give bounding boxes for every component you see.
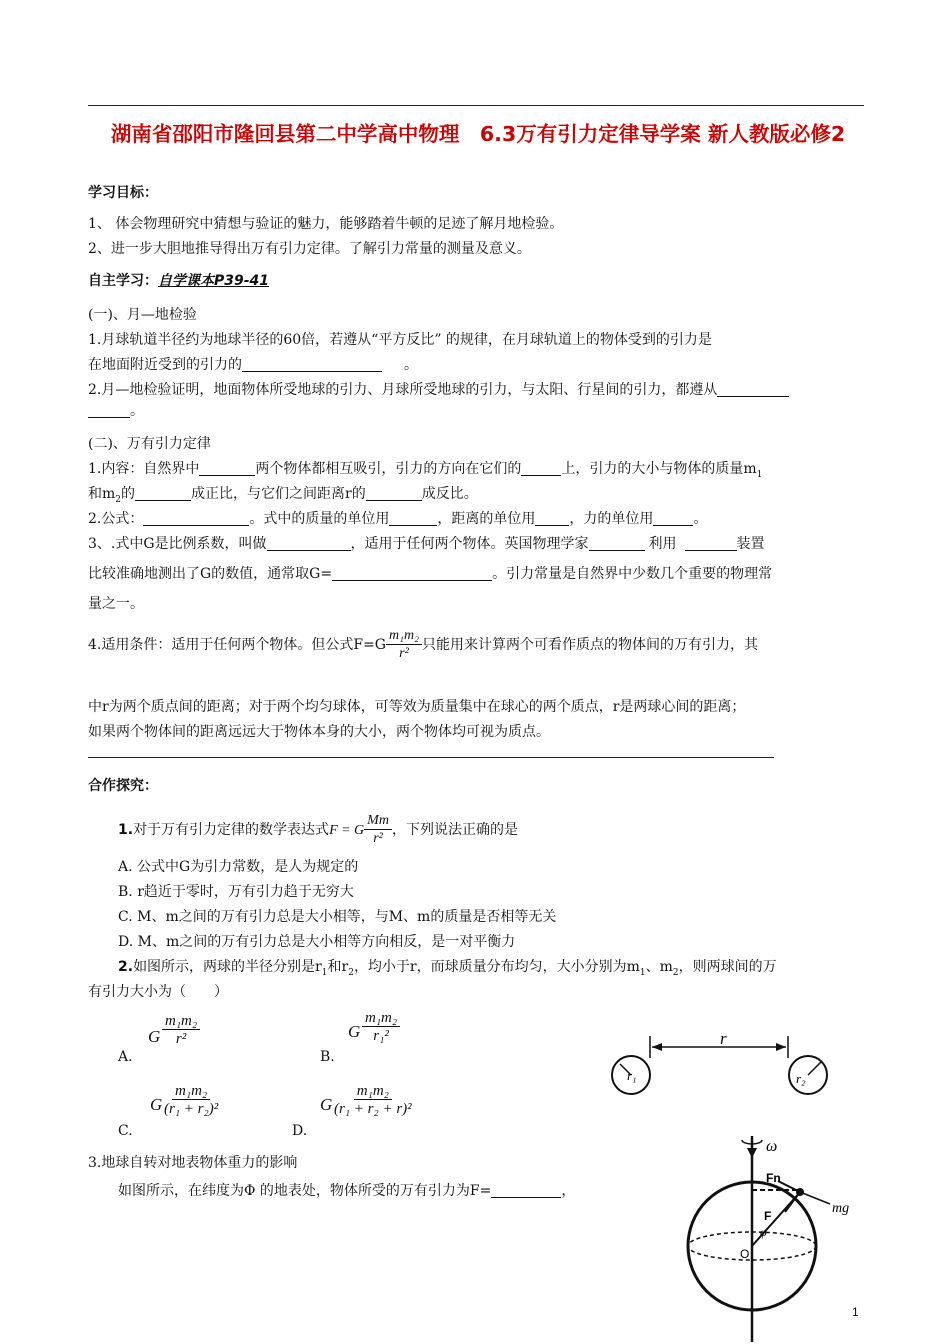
coop-q2-text-a: 如图所示，两球的半径分别是r <box>133 959 322 975</box>
content-2-line <box>88 510 707 528</box>
coop-q2-text-d: 、m <box>645 959 673 975</box>
opt-c-g: G <box>150 1095 163 1114</box>
goal-item-2: 2、进一步大胆地推导得出万有引力定律。了解引力常量的测量及意义。 <box>88 241 531 257</box>
opt-c-letter: C. <box>118 1123 133 1139</box>
c3-blank-2[interactable] <box>589 536 645 551</box>
coop-q1-text-b: ，下列说法正确的是 <box>391 822 518 838</box>
coop-q2-text-c: ，均小于r，而球质量分布均匀，大小分别为m <box>353 959 640 975</box>
self-study-heading: 自主学习： <box>88 273 158 289</box>
c1-text-e: 的 <box>121 486 136 502</box>
goals-heading: 学习目标： <box>88 185 158 201</box>
content-3-line-c: 量之一。 <box>88 596 144 612</box>
opt-d-g: G <box>320 1095 333 1114</box>
c1-text-c: 上，引力的大小与物体的质量m <box>561 461 757 477</box>
c2-text-d: ，力的单位用 <box>569 511 654 527</box>
q2-text-a: 2.月—地检验证明，地面物体所受地球的引力、月球所受地球的引力，与太阳、行星间的引力，都遵从 <box>88 382 718 398</box>
coop-q1-line <box>118 812 518 849</box>
distance-label: r <box>720 1029 727 1048</box>
coop-q1-option-b: B. r趋近于零时，万有引力趋于无穷大 <box>118 884 354 900</box>
content-1-line-b <box>88 485 478 509</box>
coop-q3-line <box>118 1182 575 1200</box>
c1-text-b: 两个物体都相互吸引，引力的方向在它们的 <box>255 461 522 477</box>
q1-line-b <box>88 356 418 374</box>
opt-d-num: m₁m₂ <box>354 1083 392 1100</box>
q1-end: 。 <box>404 357 418 373</box>
arrow-right-head <box>776 1043 786 1051</box>
f-label: F <box>764 1209 772 1223</box>
omega-label: ω <box>766 1138 778 1155</box>
opt-d-den: (r₁ + r₂ + r)² <box>334 1101 412 1117</box>
coop-q1-frac-num: Mm <box>364 813 392 830</box>
coop-q3-title: 3.地球自转对地表物体重力的影响 <box>88 1155 298 1171</box>
arrow-left-head <box>652 1043 662 1051</box>
c2-text-a: 2.公式： <box>88 511 144 527</box>
coop-q2-line-a <box>118 958 777 982</box>
c4-text-b: 只能用来计算两个可看作质点的物体间的万有引力，其 <box>421 637 758 653</box>
top-rule <box>88 105 864 106</box>
content-4-line-c: 中r为两个质点间的距离；对于两个均匀球体，可等效为质量集中在球心的两个质点，r是两球心间的距离； <box>88 699 746 715</box>
c3-blank-3[interactable] <box>685 536 737 551</box>
axis-arrow-head <box>747 1148 757 1158</box>
c1-blank-4[interactable] <box>366 486 422 501</box>
c1-text-a: 1.内容：自然界中 <box>88 461 200 477</box>
content-3-line-a <box>88 535 765 553</box>
sphere-1-label: r₁ <box>627 1068 637 1083</box>
c2-text-b: 。式中的质量的单位用 <box>249 511 390 527</box>
q1-line-a: 1.月球轨道半径约为地球半径的60倍，若遵从“平方反比” 的规律，在月球轨道上的物体受到的引力是 <box>88 332 712 348</box>
opt-c-fraction <box>164 1083 218 1118</box>
content-4-line-d: 如果两个物体间的距离远远大于物体本身的大小，两个物体均可视为质点。 <box>88 724 550 740</box>
c1-text-g: 成反比。 <box>421 486 478 502</box>
opt-b-letter: B. <box>320 1049 335 1065</box>
q2-blank-a[interactable] <box>717 382 789 397</box>
c1-text-f: 成正比，与它们之间距离r的 <box>191 486 366 502</box>
coop-q1-frac-den: r² <box>373 830 383 846</box>
c3-text-d: 装置 <box>736 536 765 552</box>
page-title: 湖南省邵阳市隆回县第二中学高中物理 6.3万有引力定律导学案 新人教版必修2 <box>110 122 846 146</box>
c1-sub1: 1 <box>756 469 763 480</box>
c1-text-d: 和m <box>88 486 116 502</box>
coop-heading: 合作探究： <box>88 778 158 794</box>
c2-blank-2[interactable] <box>389 511 437 526</box>
center-label: O <box>740 1247 750 1261</box>
content-1-line-a <box>88 460 762 484</box>
opt-a-fraction <box>162 1013 200 1048</box>
c1-blank-3[interactable] <box>135 486 191 501</box>
page-number: 1 <box>852 1305 859 1319</box>
phi-label: φ <box>760 1225 767 1239</box>
opt-b-g: G <box>348 1022 361 1041</box>
q2-end: 。 <box>130 403 144 419</box>
opt-a-letter: A. <box>118 1049 133 1065</box>
mg-vector <box>800 1192 830 1204</box>
c3-text-e: 比较准确地测出了G的数值，通常取G= <box>88 566 333 582</box>
coop-q1-fraction <box>364 813 392 848</box>
coop-q2-sub-1: 1 <box>321 967 328 978</box>
coop-q2-num: 2. <box>118 959 134 975</box>
coop-q1-option-c: C. M、m之间的万有引力总是大小相等，与M、m的质量是否相等无关 <box>118 909 557 925</box>
opt-a-num: m₁m₂ <box>162 1013 200 1030</box>
c4-fraction <box>386 628 422 663</box>
opt-a-den: r² <box>175 1031 187 1047</box>
c4-frac-num: m₁m₂ <box>386 628 422 645</box>
c2-blank-3[interactable] <box>535 511 569 526</box>
opt-c-den: (r₁ + r₂)² <box>164 1101 219 1117</box>
c2-text-c: ，距离的单位用 <box>437 511 536 527</box>
coop-q1-num: 1. <box>118 822 134 838</box>
coop-q2-line-b: 有引力大小为（ ） <box>88 984 228 1000</box>
q2-line-a <box>88 381 789 399</box>
opt-d-letter: D. <box>292 1123 308 1139</box>
c3-text-b: ，适用于任何两个物体。英国物理学家 <box>350 536 589 552</box>
goal-item-1: 1、 体会物理研究中猜想与验证的魅力，能够踏着牛顿的足迹了解月地检验。 <box>88 216 564 232</box>
coop-q1-option-a: A. 公式中G为引力常数，是人为规定的 <box>118 859 359 875</box>
coop-q2-text-e: ，则两球间的万 <box>678 959 777 975</box>
content-3-line-b <box>88 565 772 583</box>
c3-text-a: 3、.式中G是比例系数，叫做 <box>88 536 267 552</box>
two-spheres-figure <box>610 1028 840 1118</box>
coop-q2-sub-4: 2 <box>672 967 679 978</box>
coop-q3-blank[interactable] <box>491 1183 561 1198</box>
c1-blank-2[interactable] <box>521 461 561 476</box>
sphere-2-label: r₂ <box>796 1071 806 1086</box>
sphere-2-radius <box>808 1062 821 1075</box>
opt-b-num: m₁m₂ <box>362 1010 400 1027</box>
opt-b-fraction <box>362 1010 400 1045</box>
q2-blank-b[interactable] <box>88 403 130 418</box>
c2-text-e: 。 <box>693 511 708 527</box>
coop-q1-text-a: 对于万有引力定律的数学表达式 <box>133 822 330 838</box>
q1-text-b: 在地面附近受到的引力的 <box>88 357 242 373</box>
opt-a-g: G <box>148 1027 161 1046</box>
c3-blank-4[interactable] <box>332 566 492 581</box>
self-study-ref: 自学课本P39-41 <box>158 273 270 289</box>
section-rule <box>88 757 774 758</box>
coop-q3-end: ， <box>561 1183 576 1199</box>
opt-c-num: m₁m₂ <box>172 1083 210 1100</box>
c2-blank-4[interactable] <box>653 511 693 526</box>
earth-rotation-figure <box>680 1134 860 1344</box>
c3-blank-1[interactable] <box>267 536 351 551</box>
c2-blank-1[interactable] <box>143 511 249 526</box>
sec2-title: (二)、万有引力定律 <box>88 436 211 452</box>
c1-blank-1[interactable] <box>199 461 255 476</box>
coop-q1-option-d: D. M、m之间的万有引力总是大小相等方向相反，是一对平衡力 <box>118 934 516 950</box>
q1-blank[interactable] <box>242 357 382 372</box>
content-4-line-a <box>88 627 758 663</box>
mg-label: mg <box>832 1201 850 1216</box>
sec1-title: (一)、月—地检验 <box>88 307 197 323</box>
coop-q2-sub-2: 2 <box>348 967 354 978</box>
c3-text-c: 利用 <box>648 536 677 552</box>
c1-sub2: 2 <box>115 494 122 505</box>
c3-text-f: 。引力常量是自然界中少数几个重要的物理常 <box>492 566 773 582</box>
opt-d-fraction <box>334 1083 412 1118</box>
coop-q2-sub-3: 1 <box>639 967 646 978</box>
c4-frac-den: r² <box>399 645 409 661</box>
fn-label: Fn <box>766 1171 781 1185</box>
opt-b-den: r₁² <box>373 1028 389 1044</box>
coop-q1-formula-lhs: F = G <box>329 823 365 838</box>
coop-q2-text-b: 和r <box>327 959 349 975</box>
coop-q3-text: 如图所示，在纬度为Φ 的地表处，物体所受的万有引力为F= <box>118 1183 492 1199</box>
q2-line-b <box>88 402 144 420</box>
self-study-line <box>88 272 269 290</box>
c4-text-a: 4.适用条件：适用于任何两个物体。但公式F=G <box>88 637 386 653</box>
